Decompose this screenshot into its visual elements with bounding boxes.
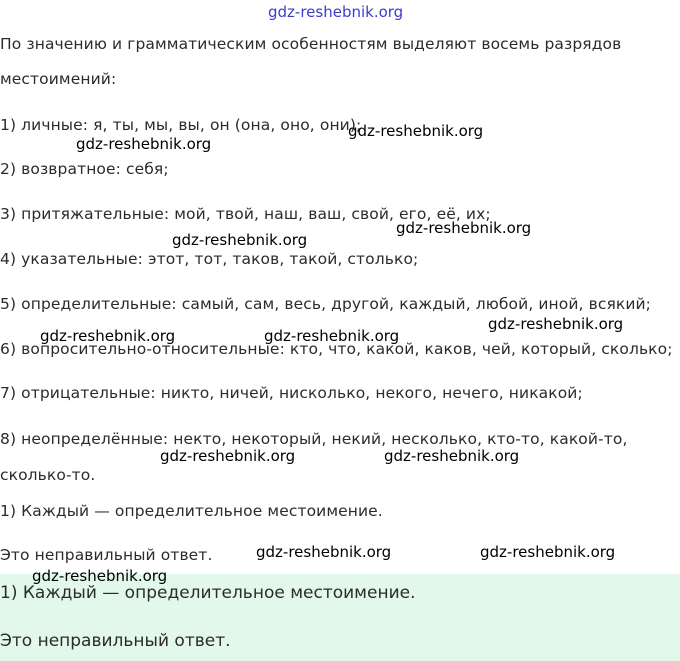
answer-highlight-box <box>0 574 680 661</box>
category-attributive: 5) определительные: самый, сам, весь, другой, каждый, любой, иной, всякий; <box>0 295 651 313</box>
answer-statement: 1) Каждый — определительное местоимение. <box>0 502 383 520</box>
highlight-statement: 1) Каждый — определительное местоимение. <box>0 583 416 603</box>
category-indefinite-continued: сколько-то. <box>0 466 96 484</box>
watermark: gdz-reshebnik.org <box>40 327 176 345</box>
watermark: gdz-reshebnik.org <box>396 219 532 237</box>
answer-verdict: Это неправильный ответ. <box>0 546 213 564</box>
watermark: gdz-reshebnik.org <box>348 122 484 140</box>
intro-line-2: местоимений: <box>0 70 117 88</box>
category-personal: 1) личные: я, ты, мы, вы, он (она, оно, они); <box>0 116 362 134</box>
watermark: gdz-reshebnik.org <box>76 135 212 153</box>
category-interrogative-relative: 6) вопросительно-относительные: кто, что, какой, каков, чей, который, сколько; <box>0 340 673 358</box>
watermark-top: gdz-reshebnik.org <box>268 3 404 21</box>
watermark: gdz-reshebnik.org <box>172 231 308 249</box>
intro-line-1: По значению и грамматическим особенностям выделяют восемь разрядов <box>0 35 622 53</box>
highlight-verdict: Это неправильный ответ. <box>0 631 231 651</box>
watermark: gdz-reshebnik.org <box>488 315 624 333</box>
watermark: gdz-reshebnik.org <box>160 447 296 465</box>
category-reflexive: 2) возвратное: себя; <box>0 160 169 178</box>
watermark: gdz-reshebnik.org <box>384 447 520 465</box>
watermark: gdz-reshebnik.org <box>480 543 616 561</box>
watermark: gdz-reshebnik.org <box>264 327 400 345</box>
category-demonstrative: 4) указательные: этот, тот, таков, такой, столько; <box>0 250 419 268</box>
category-negative: 7) отрицательные: никто, ничей, нисколько, некого, нечего, никакой; <box>0 384 583 402</box>
watermark: gdz-reshebnik.org <box>256 543 392 561</box>
category-indefinite: 8) неопределённые: некто, некоторый, некий, несколько, кто-то, какой-то, <box>0 430 628 448</box>
category-possessive: 3) притяжательные: мой, твой, наш, ваш, свой, его, её, их; <box>0 205 491 223</box>
watermark: gdz-reshebnik.org <box>32 567 168 585</box>
